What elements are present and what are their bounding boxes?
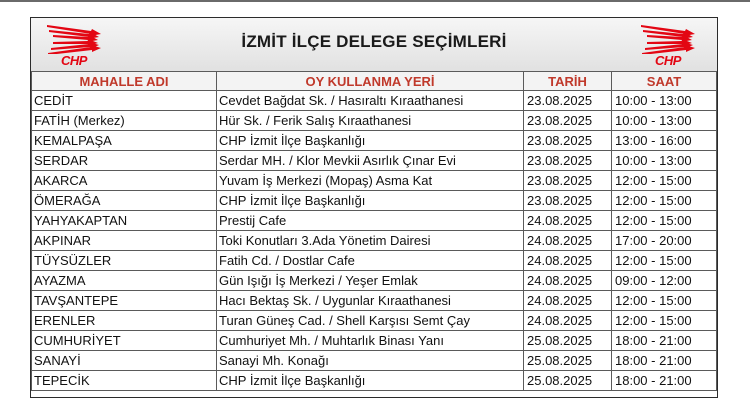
- voting-place-cell: CHP İzmit İlçe Başkanlığı: [217, 131, 524, 151]
- neighborhood-cell: AKPINAR: [32, 231, 217, 251]
- voting-place-cell: CHP İzmit İlçe Başkanlığı: [217, 371, 524, 391]
- time-cell: 17:00 - 20:00: [612, 231, 717, 251]
- neighborhood-cell: CUMHURİYET: [32, 331, 217, 351]
- neighborhood-cell: YAHYAKAPTAN: [32, 211, 217, 231]
- time-cell: 13:00 - 16:00: [612, 131, 717, 151]
- voting-place-cell: Hacı Bektaş Sk. / Uygunlar Kıraathanesi: [217, 291, 524, 311]
- neighborhood-cell: TEPECİK: [32, 371, 217, 391]
- top-border-line: [0, 0, 750, 2]
- table-header-row: [32, 72, 717, 91]
- voting-place-cell: Yuvam İş Merkezi (Mopaş) Asma Kat: [217, 171, 524, 191]
- table-row: [32, 211, 717, 231]
- neighborhood-cell: FATİH (Merkez): [32, 111, 217, 131]
- time-cell: 10:00 - 13:00: [612, 151, 717, 171]
- table-row: [32, 311, 717, 331]
- column-header-neighborhood: MAHALLE ADI: [32, 72, 217, 91]
- date-cell: 24.08.2025: [524, 271, 612, 291]
- sheet-header: [31, 18, 717, 72]
- date-cell: 23.08.2025: [524, 151, 612, 171]
- date-cell: 24.08.2025: [524, 291, 612, 311]
- time-cell: 10:00 - 13:00: [612, 111, 717, 131]
- table-row: [32, 131, 717, 151]
- schedule-table: [31, 71, 717, 391]
- chp-logo-right: [639, 22, 697, 68]
- table-row: [32, 151, 717, 171]
- column-header-voting-place: OY KULLANMA YERİ: [217, 72, 524, 91]
- column-header-date: TARİH: [524, 72, 612, 91]
- table-row: [32, 91, 717, 111]
- date-cell: 24.08.2025: [524, 231, 612, 251]
- neighborhood-cell: CEDİT: [32, 91, 217, 111]
- page-title: İZMİT İLÇE DELEGE SEÇİMLERİ: [241, 32, 507, 51]
- table-row: [32, 111, 717, 131]
- time-cell: 10:00 - 13:00: [612, 91, 717, 111]
- voting-place-cell: CHP İzmit İlçe Başkanlığı: [217, 191, 524, 211]
- time-cell: 18:00 - 21:00: [612, 371, 717, 391]
- column-header-time: SAAT: [612, 72, 717, 91]
- voting-place-cell: Sanayi Mh. Konağı: [217, 351, 524, 371]
- time-cell: 09:00 - 12:00: [612, 271, 717, 291]
- time-cell: 18:00 - 21:00: [612, 351, 717, 371]
- table-row: [32, 271, 717, 291]
- time-cell: 18:00 - 21:00: [612, 331, 717, 351]
- date-cell: 24.08.2025: [524, 311, 612, 331]
- neighborhood-cell: TAVŞANTEPE: [32, 291, 217, 311]
- election-schedule-sheet: [30, 17, 718, 398]
- table-row: [32, 251, 717, 271]
- neighborhood-cell: AYAZMA: [32, 271, 217, 291]
- date-cell: 24.08.2025: [524, 211, 612, 231]
- voting-place-cell: Serdar MH. / Klor Mevkii Asırlık Çınar Evi: [217, 151, 524, 171]
- voting-place-cell: Gün Işığı İş Merkezi / Yeşer Emlak: [217, 271, 524, 291]
- neighborhood-cell: AKARCA: [32, 171, 217, 191]
- logo-text: CHP: [61, 53, 87, 68]
- neighborhood-cell: KEMALPAŞA: [32, 131, 217, 151]
- date-cell: 23.08.2025: [524, 111, 612, 131]
- date-cell: 24.08.2025: [524, 251, 612, 271]
- date-cell: 25.08.2025: [524, 371, 612, 391]
- voting-place-cell: Hür Sk. / Ferik Salış Kıraathanesi: [217, 111, 524, 131]
- time-cell: 12:00 - 15:00: [612, 171, 717, 191]
- time-cell: 12:00 - 15:00: [612, 291, 717, 311]
- table-row: [32, 331, 717, 351]
- table-body: [32, 91, 717, 391]
- voting-place-cell: Prestij Cafe: [217, 211, 524, 231]
- date-cell: 23.08.2025: [524, 91, 612, 111]
- voting-place-cell: Fatih Cd. / Dostlar Cafe: [217, 251, 524, 271]
- voting-place-cell: Turan Güneş Cad. / Shell Karşısı Semt Çay: [217, 311, 524, 331]
- neighborhood-cell: ERENLER: [32, 311, 217, 331]
- date-cell: 23.08.2025: [524, 171, 612, 191]
- table-row: [32, 351, 717, 371]
- table-row: [32, 371, 717, 391]
- time-cell: 12:00 - 15:00: [612, 191, 717, 211]
- neighborhood-cell: ÖMERAĞA: [32, 191, 217, 211]
- neighborhood-cell: SERDAR: [32, 151, 217, 171]
- table-row: [32, 171, 717, 191]
- date-cell: 23.08.2025: [524, 131, 612, 151]
- neighborhood-cell: SANAYİ: [32, 351, 217, 371]
- logo-text: CHP: [655, 53, 681, 68]
- time-cell: 12:00 - 15:00: [612, 311, 717, 331]
- six-arrows-icon: [639, 22, 697, 54]
- table-row: [32, 231, 717, 251]
- neighborhood-cell: TÜYSÜZLER: [32, 251, 217, 271]
- time-cell: 12:00 - 15:00: [612, 211, 717, 231]
- voting-place-cell: Cevdet Bağdat Sk. / Hasıraltı Kıraathanesi: [217, 91, 524, 111]
- date-cell: 23.08.2025: [524, 191, 612, 211]
- table-row: [32, 191, 717, 211]
- time-cell: 12:00 - 15:00: [612, 251, 717, 271]
- table-row: [32, 291, 717, 311]
- voting-place-cell: Toki Konutları 3.Ada Yönetim Dairesi: [217, 231, 524, 251]
- voting-place-cell: Cumhuriyet Mh. / Muhtarlık Binası Yanı: [217, 331, 524, 351]
- date-cell: 25.08.2025: [524, 351, 612, 371]
- date-cell: 25.08.2025: [524, 331, 612, 351]
